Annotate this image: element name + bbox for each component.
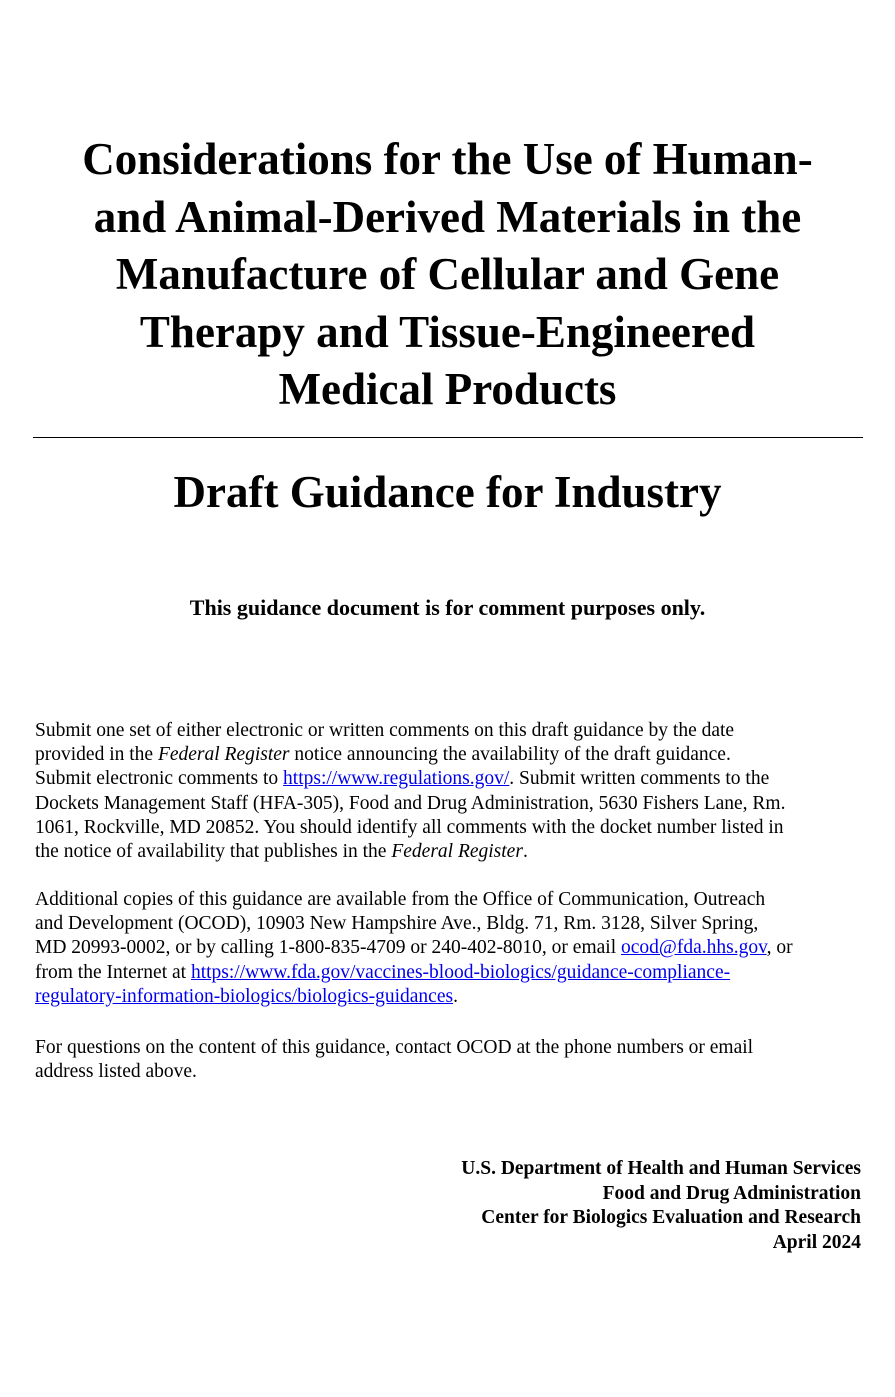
text-run: . [522,841,528,863]
text-run: , or [766,937,793,959]
document-subtitle: Draft Guidance for Industry [173,467,722,517]
paragraph-line: Additional copies of this guidance are available from the Office of Communication, Outreach [35,889,766,910]
additional-copies-paragraph [35,888,875,1009]
paragraph-line [35,767,875,791]
publication-date: April 2024 [772,1231,861,1253]
title-divider [33,437,863,438]
paragraph-line [35,936,875,960]
title-line: Therapy and Tissue-Engineered [139,306,756,357]
text-run: . [453,985,458,1007]
text-run: the notice of availability that publishes in the [35,841,392,863]
text-run: Submit electronic comments to [35,768,284,790]
text-run: . Submit written comments to the [509,768,770,790]
document-title [20,131,875,419]
comment-instructions-paragraph [35,719,875,864]
ocod-email-link[interactable]: ocod@fda.hhs.gov [621,937,767,959]
title-line: Manufacture of Cellular and Gene [115,249,780,299]
title-line: and Animal-Derived Materials in the [93,191,802,242]
paragraph-line [35,743,875,767]
text-run: notice announcing the availability of the draft guidance. [289,744,731,766]
paragraph-line [35,840,875,864]
paragraph-line: 1061, Rockville, MD 20852. You should identify all comments with the docket number listed in [35,816,784,838]
paragraph-line: For questions on the content of this guidance, contact OCOD at the phone numbers or email [35,1037,754,1058]
center-name: Center for Biologics Evaluation and Research [481,1207,861,1228]
comment-purpose-note: This guidance document is for comment purposes only. [189,595,706,620]
title-line: Considerations for the Use of Human- [82,134,813,184]
paragraph-line: address listed above. [35,1061,197,1083]
federal-register-italic: Federal Register [157,744,290,766]
title-line: Medical Products [278,364,617,414]
text-run: provided in the [35,744,158,766]
text-run: MD 20993-0002, or by calling 1-800-835-4709 or 240-402-8010, or email [35,937,621,959]
agency-name: Food and Drug Administration [602,1182,861,1204]
paragraph-line: and Development (OCOD), 10903 New Hampshire Ave., Bldg. 71, Rm. 3128, Silver Spring, [35,913,759,935]
text-run: from the Internet at [35,961,191,983]
department-name: U.S. Department of Health and Human Services [461,1158,861,1179]
paragraph-line [35,985,875,1009]
fda-guidance-link[interactable]: https://www.fda.gov/vaccines-blood-biologics/guidance-compliance- [190,961,731,983]
paragraph-line: Dockets Management Staff (HFA-305), Food and Drug Administration, 5630 Fishers Lane, Rm. [35,792,786,814]
regulations-gov-link[interactable]: https://www.regulations.gov/ [283,768,510,790]
questions-contact-paragraph [35,1036,875,1084]
issuing-agency-block [261,1157,861,1255]
fda-guidance-link-continued[interactable]: regulatory-information-biologics/biologics-guidances [35,985,454,1007]
paragraph-line [35,961,875,985]
paragraph-line: Submit one set of either electronic or written comments on this draft guidance by the date [35,720,735,741]
federal-register-italic: Federal Register [391,841,523,863]
